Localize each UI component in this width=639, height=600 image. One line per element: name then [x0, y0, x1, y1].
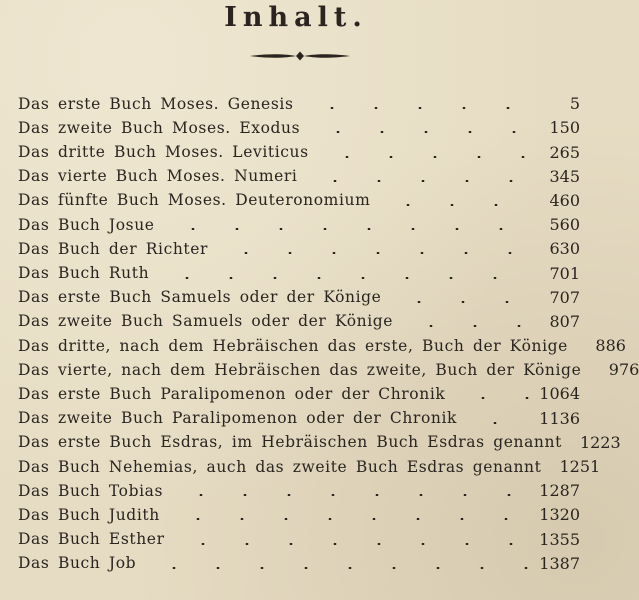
page-heading: Inhalt.: [224, 2, 368, 33]
toc-entry: [18, 88, 580, 112]
entry-page-number: 1320: [539, 505, 580, 525]
dot-leader: [157, 277, 530, 279]
entry-title: Das dritte, nach dem Hebräischen das erste, Buch der Könige: [18, 336, 568, 355]
entry-page-number: 150: [549, 118, 580, 138]
dot-leader: [465, 422, 529, 424]
entry-page-number: 701: [549, 263, 580, 283]
entry-page-number: 1251: [559, 457, 601, 476]
toc-entry: [18, 112, 580, 136]
toc-entry: [18, 354, 639, 380]
toc-entry: [18, 499, 580, 523]
toc-entry: [18, 282, 580, 306]
dot-leader: [216, 252, 530, 254]
entry-page-number: 560: [549, 215, 580, 235]
entry-page-number: 1223: [579, 432, 621, 452]
entry-title: Das Buch Job: [18, 554, 137, 573]
entry-title: Das zweite Buch Moses. Exodus: [18, 118, 301, 137]
entry-page-number: 707: [549, 287, 580, 307]
dot-leader: [171, 494, 529, 496]
toc-entry: [18, 475, 580, 499]
entry-title: Das erste Buch Samuels oder der Könige: [18, 288, 382, 307]
entry-page-number: 807: [549, 311, 580, 331]
entry-title: Das Buch Nehemias, auch das zweite Buch Esdras genannt: [18, 457, 542, 476]
entry-page-number: 630: [549, 239, 580, 259]
entry-title: Das zweite Buch Samuels oder der Könige: [18, 312, 394, 331]
entry-title: Das zweite Buch Paralipomenon oder der Chronik: [18, 409, 458, 428]
dot-leader: [163, 228, 530, 230]
entry-page-number: 5: [569, 94, 580, 114]
entry-title: Das vierte, nach dem Hebräischen das zweite, Buch der Könige: [18, 360, 582, 379]
entry-page-number: 1064: [539, 384, 580, 404]
dot-leader: [401, 325, 530, 327]
table-of-contents: [18, 88, 639, 573]
toc-entry: [18, 378, 580, 402]
toc-entry: [18, 306, 580, 330]
toc-entry: [18, 523, 580, 547]
entry-title: Das dritte Buch Moses. Leviticus: [18, 143, 309, 162]
toc-entry: [18, 136, 580, 160]
entry-page-number: 1287: [539, 481, 580, 501]
entry-page-number: 886: [595, 336, 626, 356]
toc-entry: [18, 209, 580, 233]
entry-title: Das fünfte Buch Moses. Deuteronomium: [18, 191, 371, 210]
dot-leader: [168, 518, 529, 520]
toc-entry: [18, 161, 580, 185]
entry-title: Das Buch Ruth: [18, 264, 150, 282]
toc-entry: [18, 402, 580, 426]
dot-leader: [453, 397, 529, 399]
ornament-divider: [248, 50, 352, 62]
entry-title: Das erste Buch Moses. Genesis: [18, 94, 294, 113]
entry-page-number: 1136: [539, 408, 580, 428]
entry-title: Das Buch der Richter: [18, 239, 209, 258]
toc-entry: [18, 427, 621, 452]
dot-leader: [144, 567, 529, 569]
toc-entry: [18, 548, 580, 572]
entry-page-number: 1387: [539, 553, 580, 573]
entry-title: Das Buch Esther: [18, 530, 165, 549]
dot-leader: [302, 107, 531, 109]
entry-page-number: 345: [549, 166, 580, 186]
entry-title: Das Buch Josue: [18, 215, 155, 234]
dot-leader: [173, 543, 530, 545]
dot-leader: [378, 204, 530, 206]
dot-leader: [317, 156, 530, 158]
entry-page-number: 1355: [539, 529, 580, 549]
toc-entry: [18, 233, 580, 257]
entry-title: Das erste Buch Esdras, im Hebräischen Buch Esdras genannt: [18, 433, 562, 452]
toc-entry: [18, 330, 626, 356]
toc-entry: [18, 185, 580, 209]
entry-page-number: 460: [549, 190, 580, 210]
dot-leader: [389, 301, 530, 303]
entry-page-number: 976: [608, 360, 639, 380]
toc-entry: [18, 257, 580, 281]
entry-title: Das Buch Tobias: [18, 481, 164, 500]
entry-page-number: 265: [549, 142, 580, 162]
dot-leader: [308, 131, 530, 133]
dot-leader: [305, 180, 530, 182]
entry-title: Das vierte Buch Moses. Numeri: [18, 167, 298, 186]
entry-title: Das erste Buch Paralipomenon oder der Chronik: [18, 384, 446, 403]
entry-title: Das Buch Judith: [18, 505, 160, 524]
toc-entry: [18, 451, 601, 476]
